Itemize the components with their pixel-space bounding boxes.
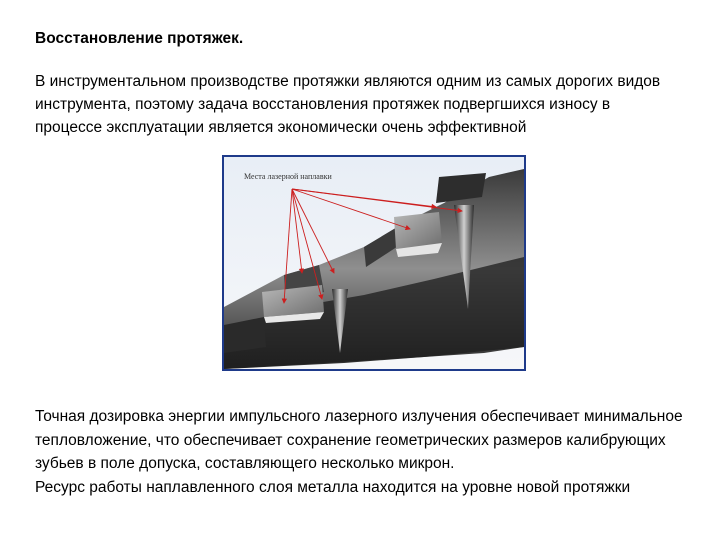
paragraph-laser-dosing: Точная дозировка энергии импульсного лазерного излучения обеспечивает минимальное тепловложение, что обеспечивает сохранение геометрических размеров калибрующих зубьев в поле допуска, составляющего несколько микрон. [35, 408, 683, 472]
broach-figure [222, 155, 526, 371]
paragraph-resource: Ресурс работы наплавленного слоя металла находится на уровне новой протяжки [35, 478, 631, 496]
figure-caption: Места лазерной наплавки [244, 172, 332, 181]
slide-title: Восстановление протяжек. [35, 30, 244, 47]
body-text [35, 405, 695, 499]
broach-illustration [224, 157, 524, 369]
intro-paragraph: В инструментальном производстве протяжки являются одним из самых дорогих видов инструмента, поэтому задача восстановления протяжек подвергшихся износу в процессе эксплуатации является экономически очень эффективной [35, 73, 661, 136]
